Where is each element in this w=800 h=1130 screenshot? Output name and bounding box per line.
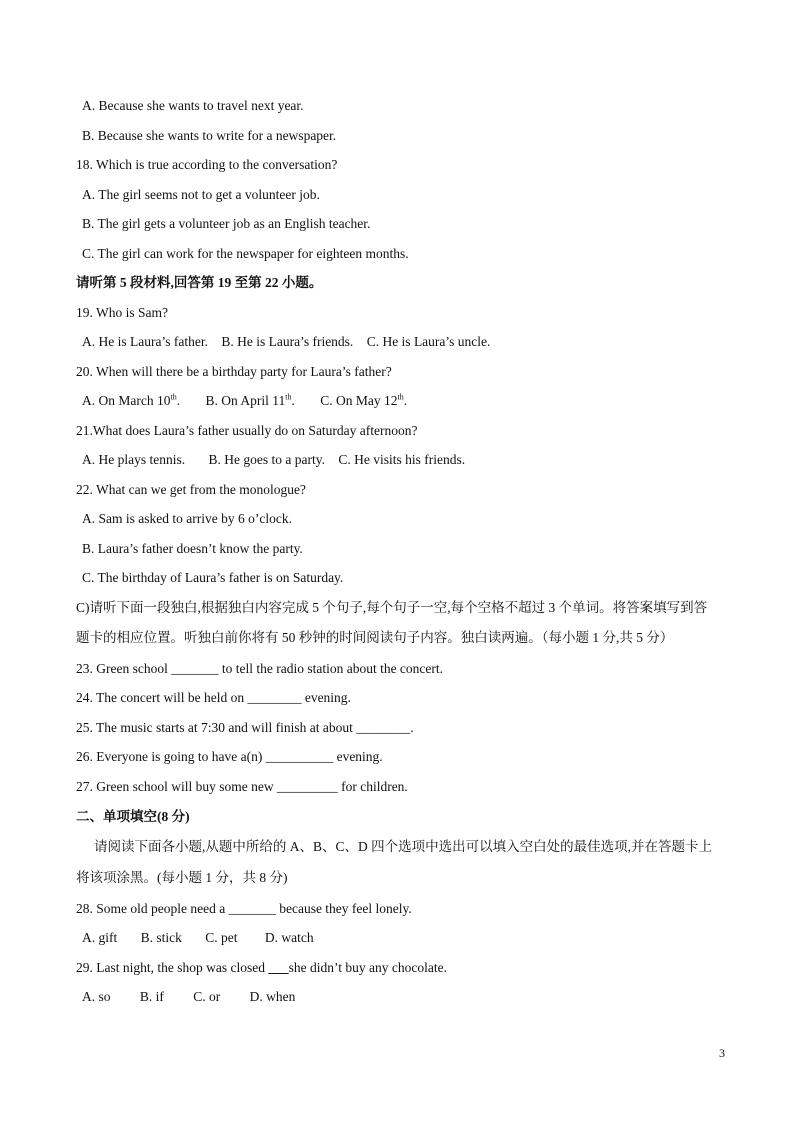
part2-instruction-line2: 将该项涂黑。(每小题 1 分，共 8 分) (76, 870, 288, 885)
q19-stem: 19. Who is Sam? (76, 305, 168, 320)
q20-option-c (320, 392, 407, 410)
q29-blank: ___ (268, 960, 289, 975)
q22-option-a: A. Sam is asked to arrive by 6 o’clock. (82, 511, 292, 526)
q19-options (82, 333, 490, 351)
q20-option-b (205, 392, 294, 410)
q20-option-a (82, 392, 180, 410)
q29-stem-post: she didn’t buy any chocolate. (288, 960, 447, 975)
q20-option-b-end: . (291, 393, 295, 408)
q17-option-a: A. Because she wants to travel next year. (82, 98, 304, 113)
q29-stem-pre: 29. Last night, the shop was closed (76, 960, 269, 975)
q22-option-b: B. Laura’s father doesn’t know the party. (82, 541, 303, 556)
q20-options (82, 392, 407, 410)
q28-option-c: C. pet (205, 930, 238, 945)
q29-option-b: B. if (139, 989, 164, 1004)
q18-option-a: A. The girl seems not to get a volunteer job. (82, 187, 320, 202)
q20-option-c-text: C. On May 12 (320, 393, 398, 408)
q29-option-c: C. or (193, 989, 221, 1004)
q21-option-c: C. He visits his friends. (338, 452, 466, 467)
q20-option-b-sup: th (285, 392, 292, 402)
sectionc-instruction-line1: C)请听下面一段独白,根据独白内容完成 5 个句子,每个句子一空,每个空格不超过 3 个单词。将答案填写到答 (76, 600, 708, 615)
q28-stem: 28. Some old people need a _______ because they feel lonely. (76, 901, 412, 916)
q19-option-b: B. He is Laura’s friends. (221, 334, 354, 349)
q20-option-a-end: . (176, 393, 181, 408)
page-number: 3 (719, 1046, 725, 1060)
part2-heading: 二、单项填空(8 分) (76, 809, 190, 824)
q24: 24. The concert will be held on ________ evening. (76, 690, 351, 705)
q17-option-b: B. Because she wants to write for a newspaper. (82, 128, 337, 143)
q29-option-d: D. when (249, 989, 296, 1004)
q28-option-b: B. stick (140, 930, 182, 945)
q21-stem: 21.What does Laura’s father usually do on Saturday afternoon? (76, 423, 418, 438)
q26: 26. Everyone is going to have a(n) __________ evening. (76, 749, 383, 764)
section5-instruction: 请听第 5 段材料,回答第 19 至第 22 小题。 (76, 275, 323, 290)
q21-option-a: A. He plays tennis. (82, 452, 186, 467)
q21-option-b: B. He goes to a party. (208, 452, 325, 467)
q18-stem: 18. Which is true according to the conversation? (76, 157, 338, 172)
q28-option-d: D. watch (264, 930, 314, 945)
q21-options (82, 451, 465, 469)
q25: 25. The music starts at 7:30 and will finish at about ________. (76, 720, 414, 735)
q19-option-c: C. He is Laura’s uncle. (366, 334, 491, 349)
q27: 27. Green school will buy some new _________ for children. (76, 779, 408, 794)
part2-instruction-line1: 请阅读下面各小题,从题中所给的 A、B、C、D 四个选项中选出可以填入空白处的最佳选项,并在答题卡上 (94, 839, 713, 854)
sectionc-instruction-line2: 题卡的相应位置。听独白前你将有 50 秒钟的时间阅读句子内容。独白读两遍。（每小题 1 分,共 5 分） (76, 630, 674, 645)
q18-option-c: C. The girl can work for the newspaper for eighteen months. (82, 246, 409, 261)
q29-stem (76, 959, 447, 977)
q20-stem: 20. When will there be a birthday party for Laura’s father? (76, 364, 392, 379)
q20-option-b-text: B. On April 11 (205, 393, 286, 408)
q20-option-a-text: A. On March 10 (82, 393, 171, 408)
q20-option-c-sup: th (397, 392, 404, 402)
q29-option-a: A. so (82, 989, 111, 1004)
q28-options (82, 929, 314, 947)
q18-option-b: B. The girl gets a volunteer job as an English teacher. (82, 216, 371, 231)
q29-options (82, 988, 295, 1006)
q22-option-c: C. The birthday of Laura’s father is on Saturday. (82, 570, 344, 585)
q23: 23. Green school _______ to tell the radio station about the concert. (76, 661, 444, 676)
q22-stem: 22. What can we get from the monologue? (76, 482, 306, 497)
q19-option-a: A. He is Laura’s father. (82, 334, 208, 349)
q28-option-a: A. gift (82, 930, 118, 945)
q20-option-c-end: . (403, 393, 408, 408)
q20-option-a-sup: th (170, 392, 177, 402)
